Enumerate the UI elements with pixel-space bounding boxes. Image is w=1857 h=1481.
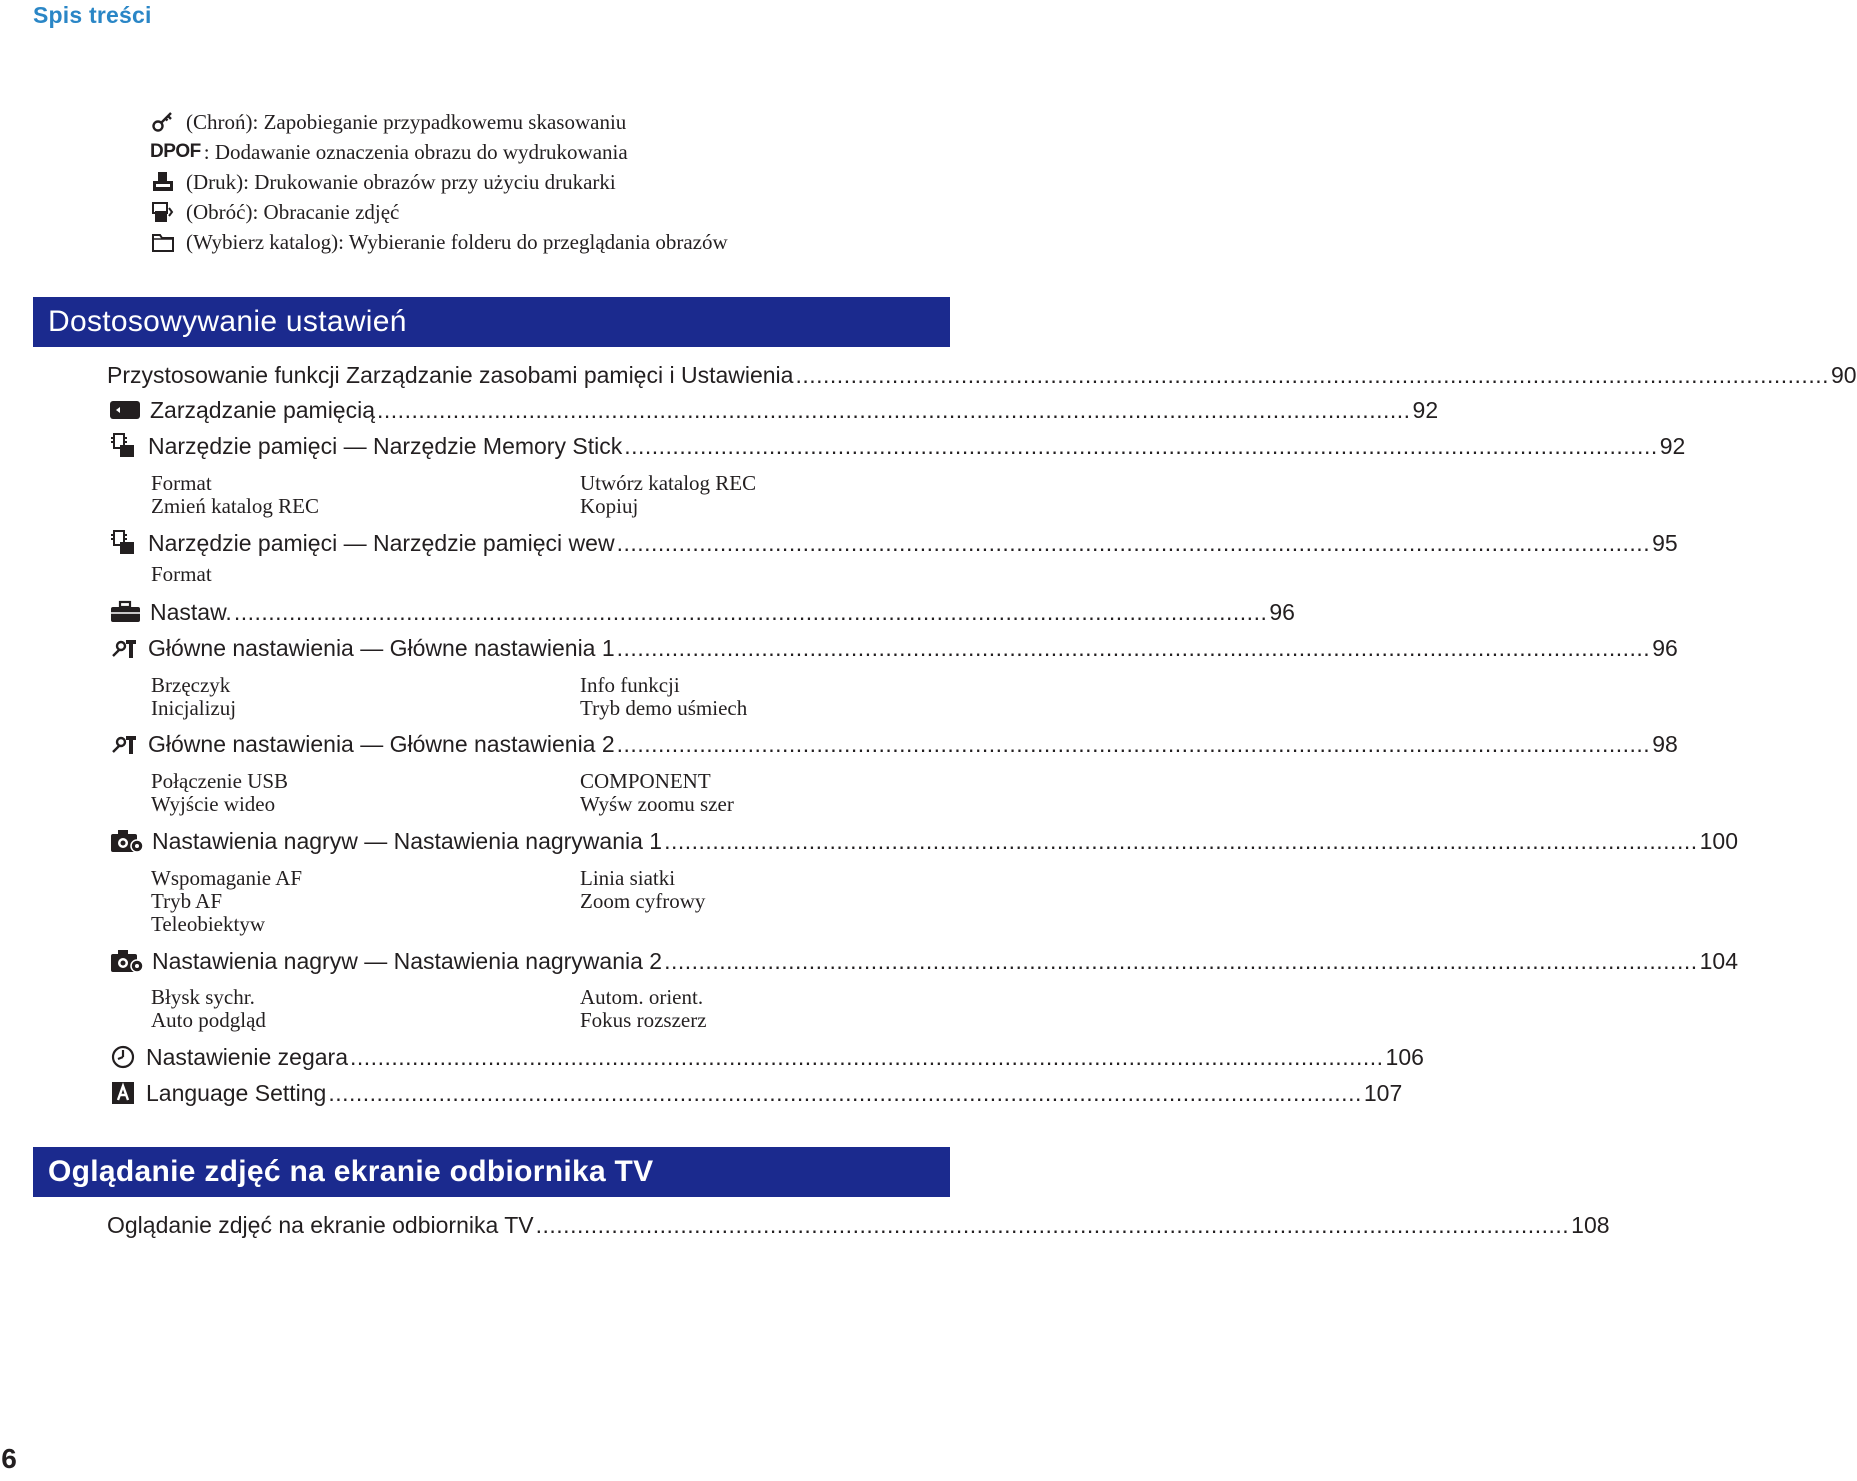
- page-ref: 106: [1385, 1043, 1424, 1070]
- subitem: Format: [151, 471, 212, 495]
- page-ref: 96: [1269, 598, 1295, 625]
- memory-management-icon: [110, 397, 142, 423]
- dot-leader: ......................................................................................................................................................: [664, 827, 1698, 854]
- clock-icon: [110, 1044, 138, 1070]
- toc-entry-language-setting[interactable]: [110, 1077, 1403, 1109]
- toc-entry-main-settings-2[interactable]: [110, 728, 1678, 760]
- protect-key-icon: [150, 110, 176, 134]
- play-item-dpof[interactable]: [150, 138, 628, 166]
- subitem: Info funkcji: [580, 673, 680, 697]
- dot-leader: ......................................................................................................................................................: [535, 1211, 1570, 1238]
- entry-label: Nastawienia nagryw — Nastawienia nagrywania 2: [152, 947, 663, 974]
- subitem: Linia siatki: [580, 866, 676, 890]
- page-ref: 107: [1363, 1079, 1403, 1106]
- subitem: Autom. orient.: [580, 985, 704, 1009]
- play-item-print[interactable]: [150, 168, 616, 196]
- subitem: Wyśw zoomu szer: [580, 792, 734, 816]
- subitem: Inicjalizuj: [151, 696, 237, 720]
- subitem: Błysk sychr.: [151, 985, 255, 1009]
- memory-tool-icon: [110, 433, 140, 459]
- wrench-icon: [110, 635, 140, 661]
- subitem: Utwórz katalog REC: [580, 471, 757, 495]
- subitem: Brzęczyk: [151, 673, 231, 697]
- play-item-rotate[interactable]: [150, 198, 399, 226]
- dpof-icon: DPOF: [150, 141, 201, 162]
- dot-leader: ......................................................................................................................................................: [664, 947, 1698, 974]
- dot-leader: ......................................................................................................................................................: [350, 1043, 1384, 1070]
- section-heading-settings: [33, 297, 950, 347]
- page-ref: 108: [1571, 1211, 1610, 1238]
- language-icon: [110, 1080, 138, 1106]
- subitem: COMPONENT: [580, 769, 711, 793]
- subitem: Fokus rozszerz: [580, 1008, 707, 1032]
- dot-leader: ......................................................................................................................................................: [328, 1079, 1362, 1106]
- dot-leader: ......................................................................................................................................................: [233, 598, 1268, 625]
- subitem: Zmień katalog REC: [151, 494, 319, 518]
- toolbox-icon: [110, 599, 142, 625]
- toc-entry-recording-settings-1[interactable]: [110, 825, 1738, 857]
- folder-icon: [150, 230, 176, 254]
- toc-entry-recording-settings-2[interactable]: [110, 945, 1738, 977]
- entry-label: Nastawienie zegara: [146, 1043, 349, 1070]
- dot-leader: ......................................................................................................................................................: [795, 361, 1829, 388]
- camera-settings-icon: [110, 828, 144, 854]
- play-item-label: (Druk): Drukowanie obrazów przy użyciu drukarki: [186, 169, 616, 194]
- subitem: Wyjście wideo: [151, 792, 276, 816]
- page-ref: 96: [1652, 634, 1678, 661]
- toc-entry-settings-overview[interactable]: [107, 359, 1857, 391]
- subitem: Zoom cyfrowy: [580, 889, 706, 913]
- play-item-protect[interactable]: [150, 108, 626, 136]
- entry-label: Główne nastawienia — Główne nastawienia 1: [148, 634, 615, 661]
- page-ref: 90: [1831, 361, 1857, 388]
- play-item-label: (Chroń): Zapobieganie przypadkowemu skasowaniu: [186, 109, 627, 134]
- toc-entry-tv-viewing[interactable]: [107, 1209, 1610, 1241]
- toc-entry-setup[interactable]: [110, 596, 1295, 628]
- section-title: Dostosowywanie ustawień: [48, 305, 407, 338]
- play-item-label: : Dodawanie oznaczenia obrazu do wydrukowania: [203, 139, 628, 164]
- subitem: Auto podgląd: [151, 1008, 266, 1032]
- dot-leader: ......................................................................................................................................................: [377, 396, 1411, 423]
- dot-leader: ......................................................................................................................................................: [616, 529, 1651, 556]
- subitem: Tryb demo uśmiech: [580, 696, 748, 720]
- play-item-select-folder[interactable]: [150, 228, 728, 256]
- entry-label: Language Setting: [146, 1079, 327, 1106]
- subitem: Kopiuj: [580, 494, 639, 518]
- entry-label: Oglądanie zdjęć na ekranie odbiornika TV: [107, 1211, 534, 1238]
- page-ref: 100: [1699, 827, 1738, 854]
- print-icon: [150, 170, 176, 194]
- toc-entry-clock-settings[interactable]: [110, 1041, 1424, 1073]
- entry-label: Nastawienia nagryw — Nastawienia nagrywania 1: [152, 827, 663, 854]
- entry-label: Nastaw.: [150, 598, 232, 625]
- subitem: Tryb AF: [151, 889, 223, 913]
- section-heading-tv-viewing: [33, 1147, 950, 1197]
- rotate-icon: [150, 200, 176, 224]
- play-item-label: (Wybierz katalog): Wybieranie folderu do przeglądania obrazów: [186, 229, 728, 254]
- wrench-icon: [110, 731, 140, 757]
- toc-title: Spis treści: [33, 2, 152, 28]
- subitem: Teleobiektyw: [151, 912, 265, 936]
- toc-entry-memory-management[interactable]: [110, 394, 1439, 426]
- entry-label: Przystosowanie funkcji Zarządzanie zasobami pamięci i Ustawienia: [107, 361, 794, 388]
- page-ref: 95: [1652, 529, 1678, 556]
- page-ref: 98: [1652, 730, 1678, 757]
- play-item-label: (Obróć): Obracanie zdjęć: [186, 199, 400, 224]
- subitem: Wspomaganie AF: [151, 866, 303, 890]
- toc-entry-main-settings-1[interactable]: [110, 632, 1678, 664]
- page-number: 6: [1, 1443, 17, 1474]
- toc-entry-memory-stick-tool[interactable]: [110, 430, 1686, 462]
- subitem: Format: [151, 562, 212, 586]
- camera-settings-icon: [110, 948, 144, 974]
- dot-leader: ......................................................................................................................................................: [624, 432, 1658, 459]
- subitem: Połączenie USB: [151, 769, 289, 793]
- page-ref: 92: [1412, 396, 1439, 423]
- memory-tool-icon: [110, 530, 140, 556]
- section-title: Oglądanie zdjęć na ekranie odbiornika TV: [48, 1155, 654, 1188]
- entry-label: Główne nastawienia — Główne nastawienia 2: [148, 730, 615, 757]
- dot-leader: ......................................................................................................................................................: [616, 634, 1651, 661]
- toc-entry-internal-memory-tool[interactable]: [110, 527, 1678, 559]
- entry-label: Narzędzie pamięci — Narzędzie Memory Stick: [148, 432, 623, 459]
- dot-leader: ......................................................................................................................................................: [616, 730, 1651, 757]
- entry-label: Narzędzie pamięci — Narzędzie pamięci wew: [148, 529, 615, 556]
- page-ref: 92: [1659, 432, 1686, 459]
- entry-label: Zarządzanie pamięcią: [150, 396, 376, 423]
- page-ref: 104: [1699, 947, 1738, 974]
